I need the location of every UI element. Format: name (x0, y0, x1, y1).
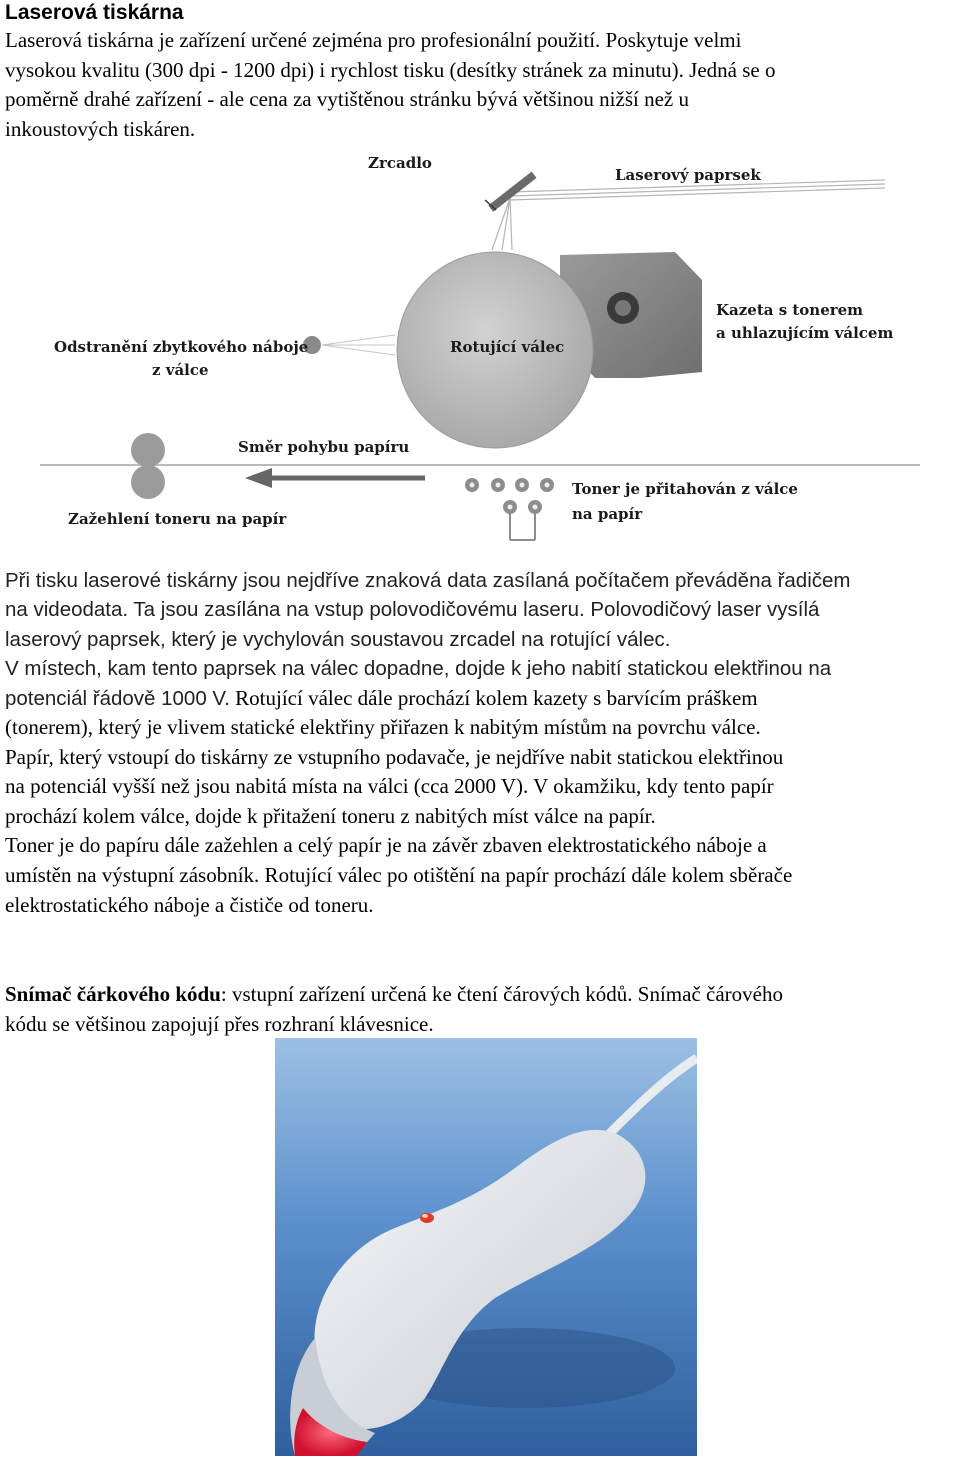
description-line-mixed (5, 684, 957, 713)
page-heading: Laserová tiskárna (5, 1, 184, 24)
description-line: na potenciál vyšší než jsou nabitá místa na válci (cca 2000 V). V okamžiku, kdy tento papír (5, 774, 774, 799)
scanner-line (5, 980, 955, 1010)
label-paper-direction: Směr pohybu papíru (238, 438, 410, 456)
led-indicator-icon (420, 1213, 434, 1223)
intro-line: vysokou kvalitu (300 dpi - 1200 dpi) i rychlost tisku (desítky stránek za minutu). Jedná se o (5, 57, 776, 82)
description-line: Toner je do papíru dále zažehlen a celý papír je na závěr zbaven elektrostatického náboje a (5, 833, 767, 858)
scanner-definition: : vstupní zařízení určená ke čtení čárových kódů. Snímač čárového (220, 982, 783, 1006)
description-line: elektrostatického náboje a čističe od toneru. (5, 892, 374, 917)
description-paragraph (5, 566, 957, 920)
description-line: Při tisku laserové tiskárny jsou nejdříve znaková data zasílaná počítačem převáděna řadičem (5, 569, 851, 592)
description-line: na videodata. Ta jsou zasílána na vstup polovodičovému laseru. Polovodičový laser vysílá (5, 598, 820, 622)
label-toner-transfer-2: na papír (572, 505, 643, 523)
scanner-line: kódu se většinou zapojují přes rozhraní klávesnice. (5, 1011, 434, 1036)
intro-line: Laserová tiskárna je zařízení určené zejména pro profesionální použití. Poskytuje velmi (5, 28, 742, 52)
label-cartridge-2: a uhlazujícím válcem (716, 324, 894, 342)
laser-beam (492, 180, 885, 250)
paper-direction-arrow (245, 468, 425, 488)
label-mirror: Zrcadlo (368, 154, 432, 172)
label-drum: Rotující válec (450, 338, 565, 356)
label-charge-removal-1: Odstranění zbytkového náboje (54, 338, 309, 356)
charge-removal-lamp (303, 335, 395, 355)
description-sans-part: potenciál řádově 1000 V. (5, 686, 230, 710)
description-line: Papír, který vstoupí do tiskárny ze vstupního podavače, je nejdříve nabit statickou elektřinou (5, 744, 784, 769)
label-toner-transfer-1: Toner je přitahován z válce (572, 480, 798, 498)
label-charge-removal-2: z válce (152, 361, 209, 379)
description-line: umístěn na výstupní zásobník. Rotující válec po otištění na papír prochází dále kolem sběrače (5, 863, 793, 887)
description-line: prochází kolem válce, dojde k přitažení toneru z nabitých míst válce na papír. (5, 803, 656, 828)
label-laser-beam: Laserový paprsek (615, 166, 761, 184)
toner-particles-icon (465, 478, 554, 540)
scanner-term: Snímač čárkového kódu (5, 982, 221, 1006)
intro-paragraph (5, 26, 955, 144)
description-line: (tonerem), který je vlivem statické elektřiny přiřazen k nabitým místům na povrchu válce. (5, 715, 761, 740)
scanner-paragraph (5, 980, 955, 1039)
laser-printer-diagram (40, 140, 920, 560)
barcode-scanner-photo (275, 1038, 697, 1456)
intro-line: inkoustových tiskáren. (5, 116, 196, 141)
description-line: laserový paprsek, který je vychylován soustavou zrcadel na rotující válec. (5, 627, 671, 651)
label-fusing: Zažehlení toneru na papír (68, 510, 287, 528)
intro-line: poměrně drahé zařízení - ale cena za vytištěnou stránku bývá většinou nižší než u (5, 87, 689, 112)
description-serif-part: Rotující válec dále prochází kolem kazety s barvícím práškem (229, 685, 758, 710)
label-cartridge-1: Kazeta s tonerem (716, 301, 864, 319)
description-line: V místech, kam tento paprsek na válec dopadne, dojde k jeho nabití statickou elektřinou na (5, 657, 832, 681)
